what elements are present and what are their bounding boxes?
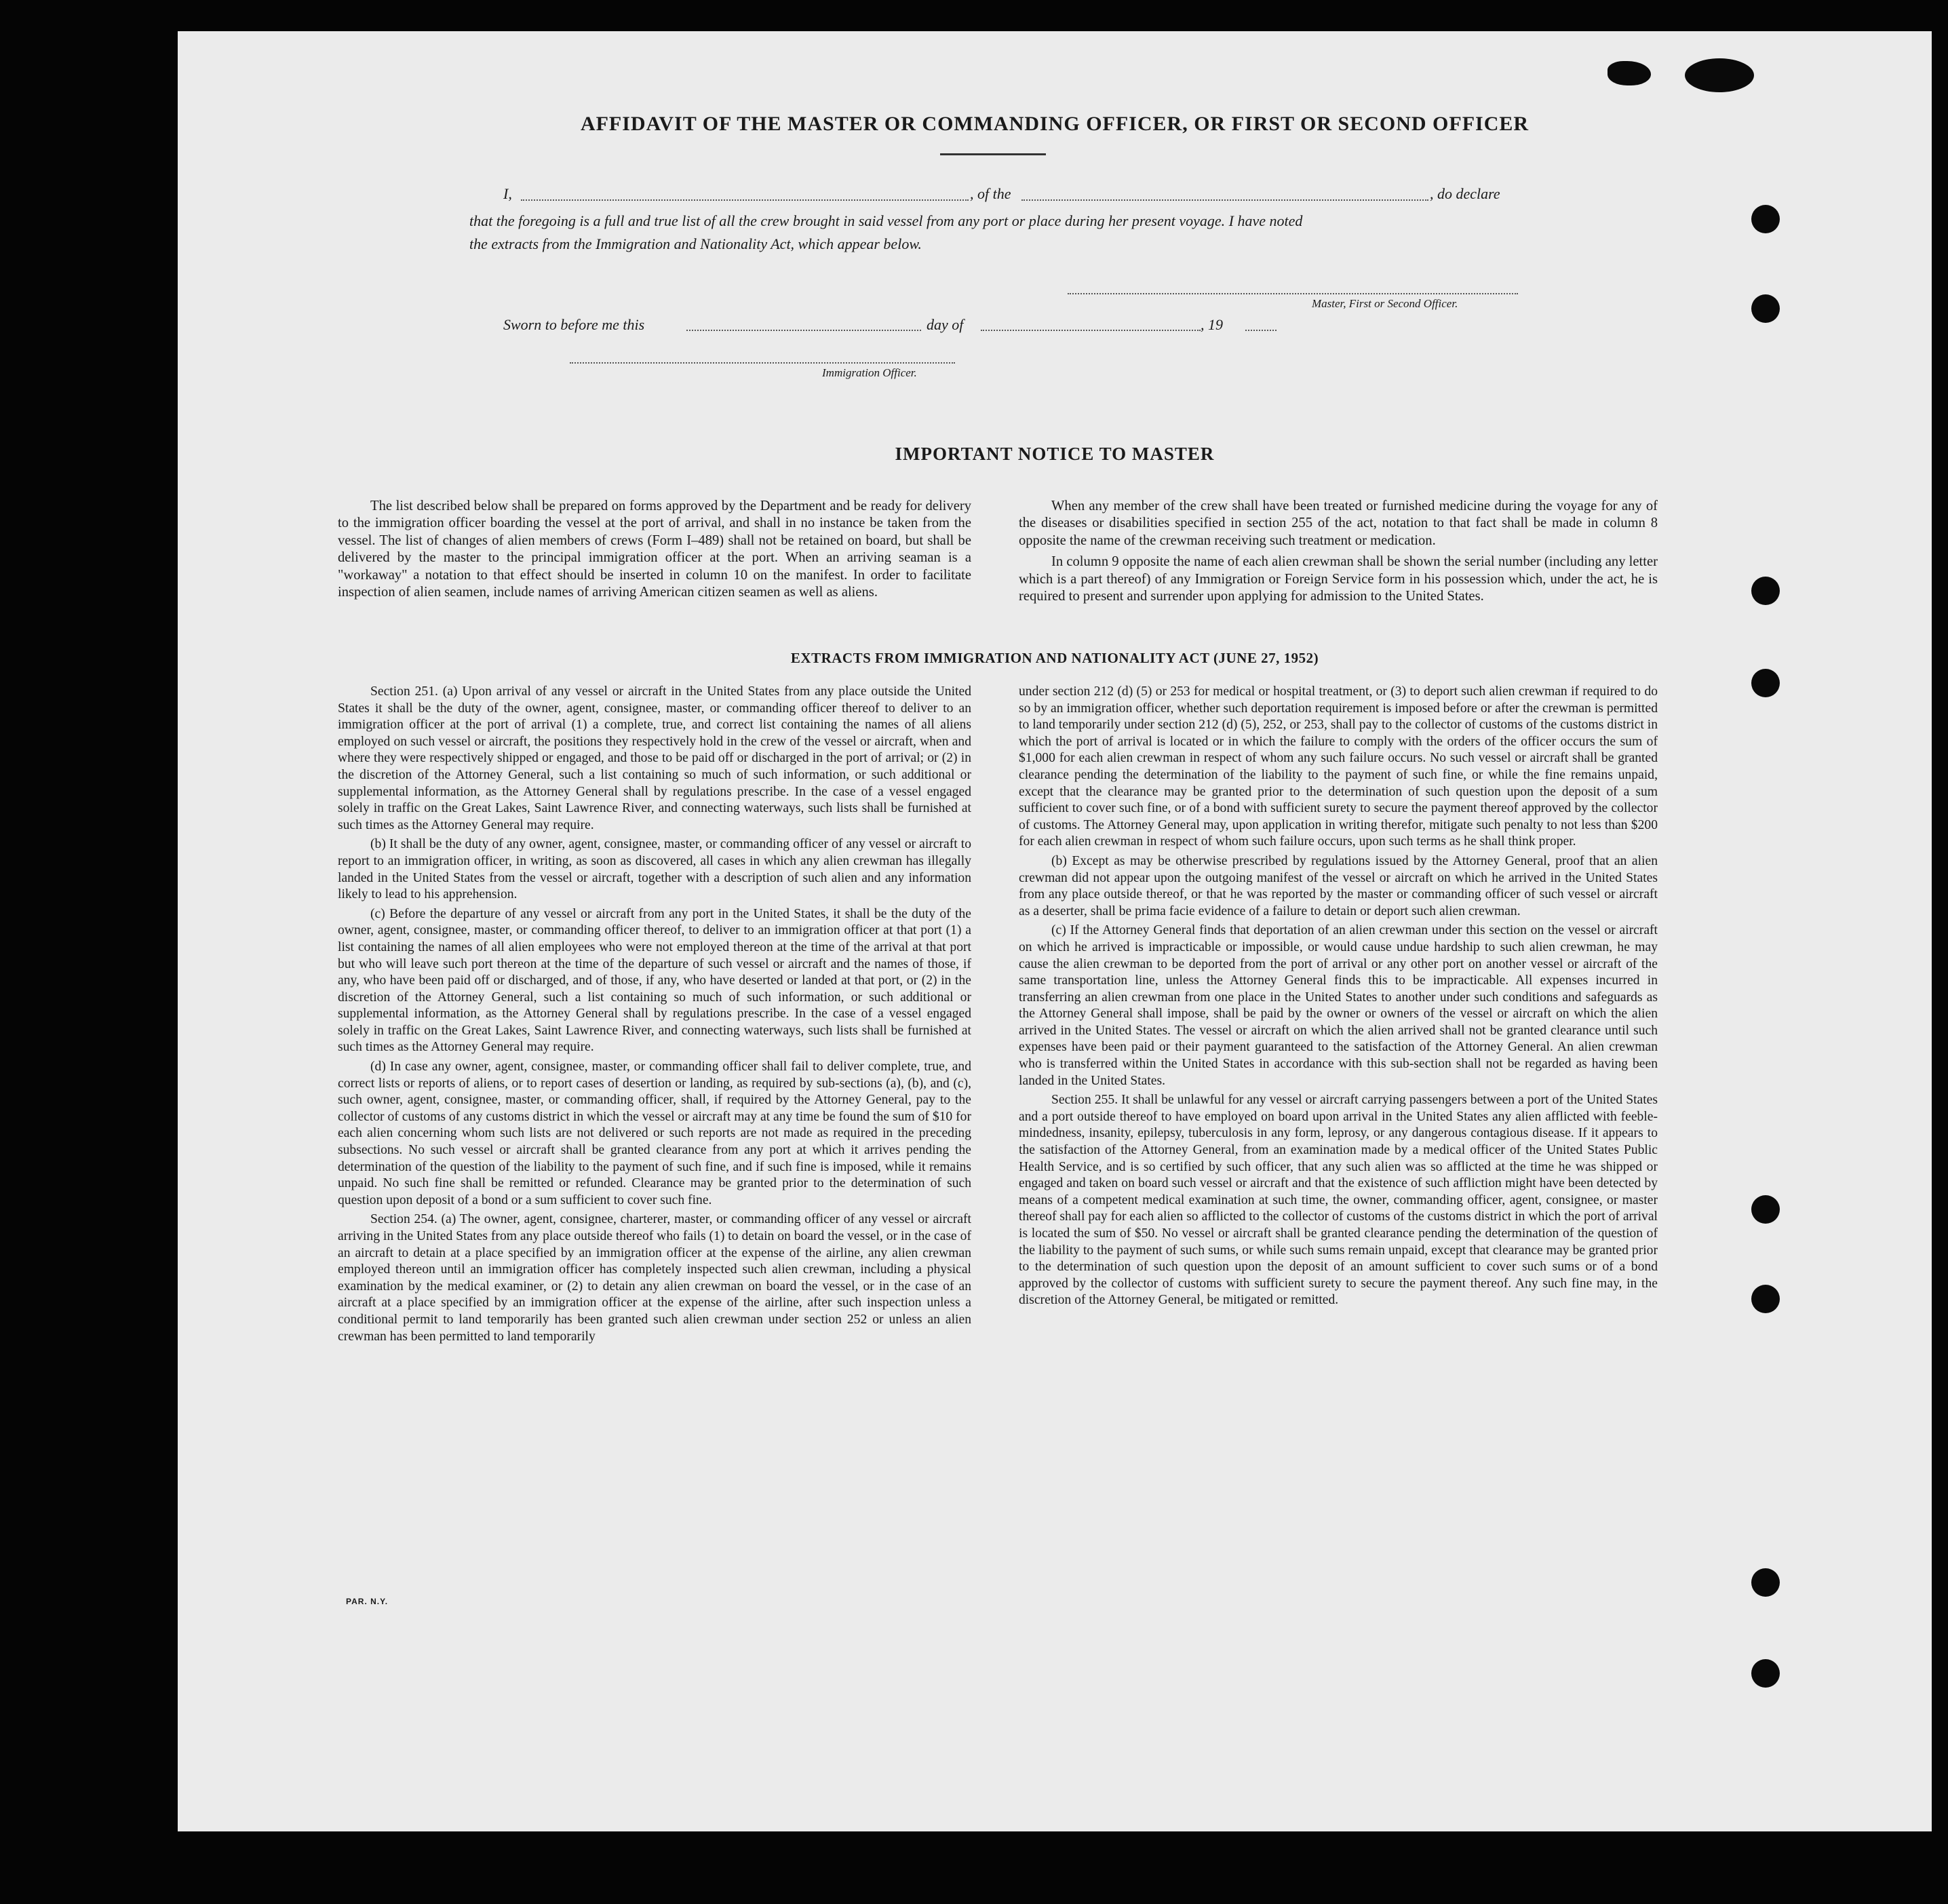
section-254-c: (c) If the Attorney General finds that deportation of an alien crewman under this section on the vessel or aircraft on which he arrived is impracticable or impossible, or would cause undue hardship to such alien crewman, he may cause the alien crewman to be deported from the port of arrival or any other port on another vessel or aircraft of the same transportation line, unless the Attorney General finds this to be impracticable. All expenses incurred in transferring an alien crewman from one place in the United States to another under such conditions and safeguards as the Attorney General shall impose, shall be paid by the owner or owners of the vessel or aircraft on which the alien arrived in the United States. The vessel or aircraft on which the alien arrived shall not be granted clearance until such expenses have been paid or their payment guaranteed to the satisfaction of the Attorney General. An alien crewman who is transferred within the United States in accordance with this sub-section shall not be regarded as having been landed in the United States. (1019, 923, 1658, 1088)
sworn-month-field[interactable] (981, 330, 1201, 331)
section-254-a: Section 254. (a) The owner, agent, consignee, charterer, master, or commanding officer of any vessel or aircraft arriving in the United States from any place outside thereof who fails (1) to detain on board the vessel, or in the case of an aircraft to detain at a place specified by an immigration officer at the expense of the airline, any alien crewman employed thereon until an immigration officer has completely inspected such alien crewman, including a physical examination by the medical examiner, or (2) to detain any alien crewman on board the vessel, or in the case of an aircraft at a place specified by an immigration officer at the expense of the airline, after such inspection unless a conditional permit to land temporarily has been granted such alien crewman under section 252 or unless an alien crewman has been permitted to land temporarily (338, 1212, 971, 1344)
master-signature-field[interactable] (1068, 293, 1518, 294)
notice-right-paragraph-1: When any member of the crew shall have been treated or furnished medicine during the voyage for any of the diseases or disabilities specified in section 255 of the act, notation to that fact shall be made in column 8 opposite the name of the crewman receiving such treatment or medication. (1019, 499, 1658, 548)
notice-left-paragraph: The list described below shall be prepared on forms approved by the Department and be ready for delivery to the immigration officer boarding the vessel at the port of arrival, and shall in no instance be taken from the vessel. The list of changes of alien members of crews (Form I–489) shall not be retained on board, but shall be delivered by the master to the principal immigration officer at the port. When an arriving seaman is a "workaway" a notation to that effect should be inserted in column 10 on the manifest. In order to facilitate inspection of alien seamen, include names of arriving American citizen seamen as well as aliens. (338, 499, 971, 600)
binder-hole (1751, 1659, 1780, 1688)
notice-right-paragraph-2: In column 9 opposite the name of each alien crewman shall be shown the serial number (including any letter which is a part thereof) of any Immigration or Foreign Service form in his possession which, under the act, he is required to present and surrender upon applying for admission to the United States. (1019, 554, 1658, 604)
immigration-officer-label: Immigration Officer. (822, 366, 917, 379)
declaration-do-declare-label: , do declare (1430, 185, 1500, 202)
declaration-text-line-2: the extracts from the Immigration and Nationality Act, which appear below. (469, 235, 922, 252)
punch-mark-left (1608, 61, 1651, 85)
name-field[interactable] (521, 199, 969, 201)
notice-left-column (338, 498, 971, 605)
notice-right-column (1019, 498, 1658, 609)
binder-hole (1751, 205, 1780, 233)
sworn-year-field[interactable] (1245, 330, 1277, 331)
declaration-i-label: I, (503, 185, 512, 202)
punch-mark-right (1685, 58, 1754, 92)
binder-hole (1751, 577, 1780, 605)
master-signature-label: Master, First or Second Officer. (1312, 297, 1458, 310)
section-251-c: (c) Before the departure of any vessel or aircraft from any port in the United States, it shall be the duty of the owner, agent, consignee, master, or commanding officer thereof, to deliver to an immigration officer at that port (1) a list containing the names of all alien employees who were not employed thereon at the time of the arrival at that port but who will leave such port thereon at the time of the departure of such vessel or aircraft and the names of those, if any, who have been paid off or discharged, and of those, if any, who have deserted or landed at that port, or (2) in the discretion of the Attorney General, such a list containing so much of such information, or such additional or supplemental information, as the Attorney General shall by regulations prescribe. In the case of a vessel engaged solely in traffic on the Great Lakes, Saint Lawrence River, and connecting waterways, such lists shall be furnished at such times as the Attorney General may require. (338, 906, 971, 1055)
notice-title: IMPORTANT NOTICE TO MASTER (895, 444, 1215, 464)
extracts-left-column (338, 684, 971, 1348)
section-251-d: (d) In case any owner, agent, consignee, master, or commanding officer shall fail to deliver complete, true, and correct lists or reports of aliens, or to report cases of desertion or landing, as required by sub-sections (a), (b), and (c), such owner, agent, consignee, master, or commanding officer, shall, if required by the Attorney General, pay to the collector of customs of any customs district in which the vessel or aircraft may at any time be found the sum of $10 for each alien concerning whom such lists are not delivered or such reports are not made as required in the preceding subsections. No such vessel or aircraft shall be granted clearance from any port at which it arrives pending the determination of the question of the liability to the payment of such fine, and if such fine is imposed, while it remains unpaid. No such fine shall be remitted or refunded. Clearance may be granted prior to the determination of such question upon deposit of a bond or a sum sufficient to cover such fine. (338, 1060, 971, 1207)
year-label: , 19 (1201, 316, 1223, 333)
affidavit-title: AFFIDAVIT OF THE MASTER OR COMMANDING OFFICER, OR FIRST OR SECOND OFFICER (580, 113, 1530, 135)
sworn-day-field[interactable] (686, 330, 921, 331)
binder-hole (1751, 294, 1780, 323)
declaration-text-line-1: that the foregoing is a full and true list of all the crew brought in said vessel from any port or place during her present voyage. I have noted (469, 212, 1303, 229)
section-255: Section 255. It shall be unlawful for any vessel or aircraft carrying passengers between a port of the United States and a port outside thereof to have employed on board upon arrival in the United States any alien afflicted with feeble-mindedness, insanity, epilepsy, tuberculosis in any form, leprosy, or any dangerous contagious disease. If it appears to the satisfaction of the Attorney General, from an examination made by a medical officer of the United States Public Health Service, and is so certified by such officer, that any such alien was so afflicted at the time he was shipped or engaged and taken on board such vessel or aircraft and that the existence of such affliction might have been detected by means of a competent medical examination at such time, the owner, commanding officer, agent, consignee, or master thereof shall pay for each alien so afflicted to the collector of customs of the customs district in which the port of arrival is located the sum of $50. No vessel or aircraft shall be granted clearance pending the determination of the question of the liability to the payment of such sums, or while such sums remain unpaid, except that clearance may be granted prior to the determination of such question upon the deposit of an amount sufficient to cover such sums or of a bond approved by the collector of customs with sufficient surety to secure the payment thereof. Any such fine may, in the discretion of the Attorney General, be mitigated or remitted. (1019, 1093, 1658, 1308)
binder-hole (1751, 669, 1780, 697)
extracts-title: EXTRACTS FROM IMMIGRATION AND NATIONALITY ACT (JUNE 27, 1952) (790, 650, 1319, 666)
immigration-officer-signature-field[interactable] (570, 362, 955, 364)
day-of-label: day of (927, 316, 964, 333)
section-251-b: (b) It shall be the duty of any owner, agent, consignee, master, or commanding officer of any vessel or aircraft to report to an immigration officer, in writing, as soon as discovered, all cases in which any alien crewman has illegally landed in the United States from the vessel or aircraft, together with a description of such alien and any information likely to lead to his apprehension. (338, 837, 971, 902)
binder-hole (1751, 1285, 1780, 1313)
title-underline (940, 153, 1046, 155)
binder-hole (1751, 1195, 1780, 1224)
vessel-field[interactable] (1021, 199, 1428, 201)
sworn-label: Sworn to before me this (503, 316, 645, 333)
section-254-a-continued: under section 212 (d) (5) or 253 for medical or hospital treatment, or (3) to deport such alien crewman if required to do so by an immigration officer, whether such deportation requirement is imposed before or after the crewman is permitted to land temporarily under section 212 (d) (5), 252, or 253, shall pay to the collector of customs of the customs district in which the port of arrival is located or in which the failure to comply with the orders of the officer occurs the sum of $1,000 for each alien crewman in respect of whom any such failure occurs. No such vessel or aircraft shall be granted clearance pending the determination of the liability to the payment of such fine, or while the fine remains unpaid, except that the clearance may be granted prior to the determination of such question upon the deposit of a sum sufficient to cover such fine, or of a bond with sufficient surety to secure the payment thereof approved by the collector of customs. The Attorney General may, upon application in writing therefor, mitigate such penalty to not less than $200 for each alien crewman in respect of whom such failure occurs, upon such terms as he shall think proper. (1019, 684, 1658, 849)
section-251-a: Section 251. (a) Upon arrival of any vessel or aircraft in the United States from any place outside the United States it shall be the duty of the owner, agent, consignee, master, or commanding officer thereof to deliver to an immigration officer at the port of arrival (1) a complete, true, and correct list containing the names of all aliens employed on such vessel or aircraft, the positions they respectively hold in the crew of the vessel or aircraft, when and where they were respectively shipped or engaged, and those to be paid off or discharged in the port of arrival; or (2) in the discretion of the Attorney General, such a list containing so much of such information, or such additional or supplemental information, as the Attorney General shall by regulations prescribe. In the case of a vessel engaged solely in traffic on the Great Lakes, Saint Lawrence River, and connecting waterways, such lists shall be furnished at such times as the Attorney General may require. (338, 684, 971, 832)
section-254-b: (b) Except as may be otherwise prescribed by regulations issued by the Attorney General, proof that an alien crewman did not appear upon the outgoing manifest of the vessel or aircraft on which he arrived in the United States from any place outside thereof, or that he was reported by the master or commanding officer of such vessel or aircraft as a deserter, shall be prima facie evidence of a failure to detain or deport such alien crewman. (1019, 853, 1658, 918)
extracts-right-column (1019, 684, 1658, 1312)
declaration-of-the-label: , of the (970, 185, 1011, 202)
printer-mark: PAR. N.Y. (346, 1597, 389, 1606)
document-page (178, 31, 1932, 1831)
binder-hole (1751, 1568, 1780, 1597)
